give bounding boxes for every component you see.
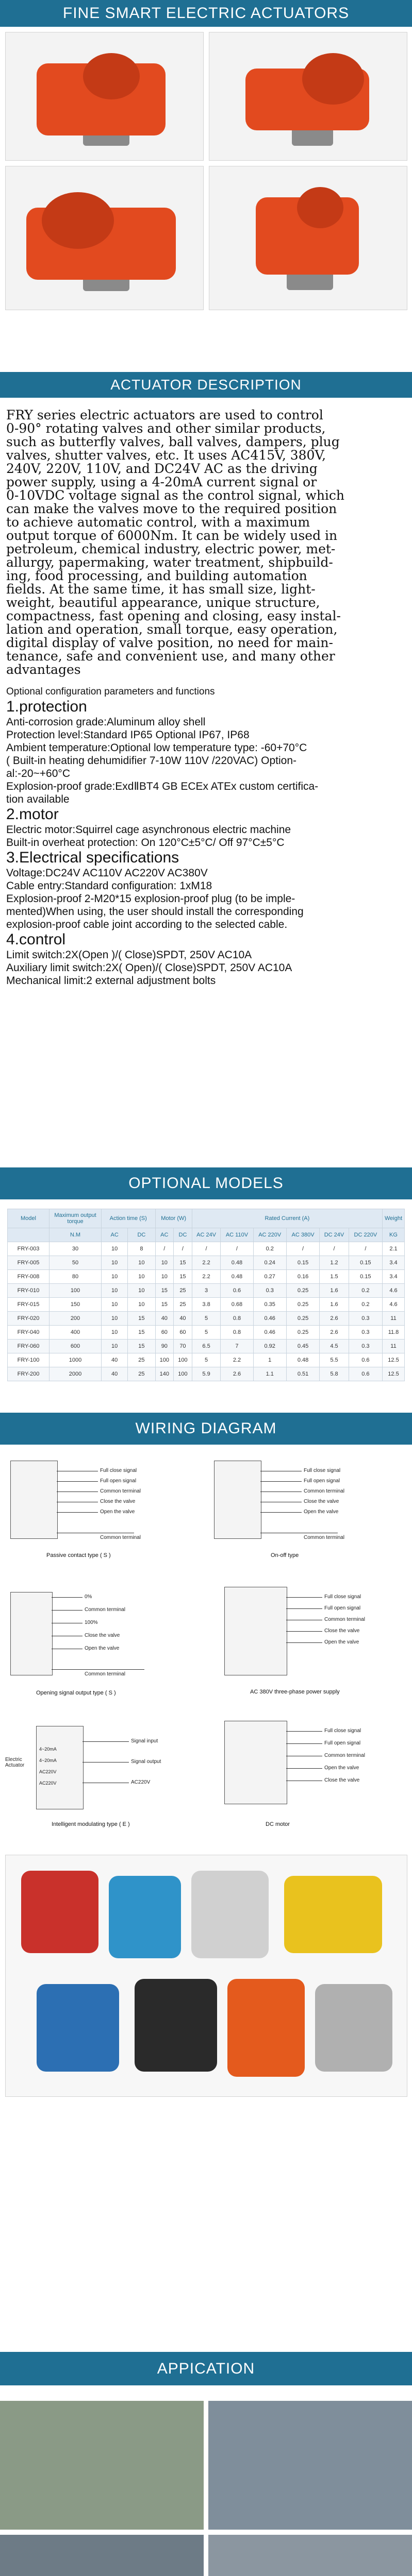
table-cell: 2.6 <box>221 1367 253 1381</box>
motor-title: 2.motor <box>6 806 59 823</box>
table-cell: 5 <box>192 1353 221 1367</box>
table-cell: 600 <box>50 1340 102 1353</box>
table-cell: / <box>349 1242 382 1256</box>
table-row <box>8 1256 405 1270</box>
col-action-time: Action time (S) <box>102 1209 156 1228</box>
table-cell: 10 <box>128 1270 155 1284</box>
table-cell: 15 <box>128 1326 155 1340</box>
col-model: Model <box>8 1209 50 1228</box>
table-cell: 10 <box>128 1298 155 1312</box>
table-cell: 0.27 <box>253 1270 286 1284</box>
product-photo-3 <box>5 166 204 310</box>
spec-line: Built-in overheat protection: On 120°C±5°C/ Off 97°C±5°C <box>6 837 285 849</box>
table-cell: 11 <box>383 1340 405 1353</box>
spec-line: Voltage:DC24V AC110V AC220V AC380V <box>6 867 208 879</box>
table-cell: 15 <box>128 1340 155 1353</box>
application-photo <box>208 2401 412 2530</box>
wiring-diagram-intelligent <box>5 1710 201 1834</box>
col-rated-current: Rated Current (A) <box>192 1209 382 1228</box>
wiring-label: 0% <box>85 1594 92 1600</box>
table-cell: 400 <box>50 1326 102 1340</box>
table-cell: 100 <box>174 1367 192 1381</box>
table-cell: FRY-040 <box>8 1326 50 1340</box>
table-cell: 40 <box>102 1367 128 1381</box>
table-cell: 1.6 <box>320 1298 349 1312</box>
table-cell: 60 <box>174 1326 192 1340</box>
table-cell: 15 <box>128 1312 155 1326</box>
table-cell: 40 <box>155 1312 174 1326</box>
wiring-label: Full close signal <box>324 1594 361 1600</box>
spec-line: Limit switch:2X(Open )/( Close)SPDT, 250V AC10A <box>6 949 252 961</box>
sub-header-cell: AC 220V <box>253 1228 286 1242</box>
table-cell: / <box>192 1242 221 1256</box>
wiring-label: Common terminal <box>324 1753 365 1758</box>
sub-header-cell <box>8 1228 50 1242</box>
description-line: weight, beautiful appearance, unique structure, <box>6 595 320 610</box>
application-photo <box>0 2401 204 2530</box>
table-cell: 80 <box>50 1270 102 1284</box>
table-cell: 2000 <box>50 1367 102 1381</box>
table-row <box>8 1326 405 1340</box>
table-cell: 0.8 <box>221 1326 253 1340</box>
table-cell: 1 <box>253 1353 286 1367</box>
description-line: can make the valves move to the required position <box>6 501 337 516</box>
description-text <box>6 409 406 676</box>
actuator-label: Electric Actuator <box>5 1757 25 1768</box>
wiring-caption: Opening signal output type ( S ) <box>36 1690 116 1696</box>
table-cell: 11 <box>383 1312 405 1326</box>
table-cell: 1.1 <box>253 1367 286 1381</box>
wiring-label: Close the valve <box>100 1499 136 1504</box>
wiring-diagram-opening <box>5 1582 201 1700</box>
table-cell: / <box>286 1242 319 1256</box>
wiring-caption: On-off type <box>271 1552 299 1558</box>
table-sub-header <box>8 1228 405 1242</box>
description-line: valves, shutter valves, etc. It uses AC415V, 380V, <box>6 448 326 463</box>
spec-line: mented)When using, the user should install the corresponding <box>6 906 304 918</box>
table-cell: 25 <box>174 1284 192 1298</box>
table-cell: 100 <box>174 1353 192 1367</box>
table-cell: 2.2 <box>221 1353 253 1367</box>
specs-intro: Optional configuration parameters and functions <box>6 686 215 697</box>
description-line: fields. At the same time, it has small size, light- <box>6 582 316 597</box>
wiring-label: Open the valve <box>324 1639 359 1645</box>
table-cell: FRY-015 <box>8 1298 50 1312</box>
table-cell: 12.5 <box>383 1367 405 1381</box>
models-heading: OPTIONAL MODELS <box>128 1175 284 1192</box>
table-cell: 0.48 <box>286 1353 319 1367</box>
spec-line: Protection level:Standard IP65 Optional IP67, IP68 <box>6 729 250 741</box>
table-cell: 5 <box>192 1312 221 1326</box>
table-cell: 0.25 <box>286 1298 319 1312</box>
table-cell: 15 <box>155 1284 174 1298</box>
table-cell: 11.8 <box>383 1326 405 1340</box>
spec-line: Cable entry:Standard configuration: 1xM18 <box>6 880 212 892</box>
sub-header-cell: DC <box>128 1228 155 1242</box>
wiring-label: Full open signal <box>324 1605 361 1611</box>
product-photo-2 <box>209 32 407 161</box>
table-cell: 10 <box>128 1284 155 1298</box>
wiring-caption: Passive contact type ( S ) <box>46 1552 111 1558</box>
table-row <box>8 1367 405 1381</box>
description-line: digital display of valve position, no need for main- <box>6 635 333 650</box>
table-cell: 1.5 <box>320 1270 349 1284</box>
table-cell: 10 <box>128 1256 155 1270</box>
description-line: output torque of 6000Nm. It can be widely used in <box>6 528 338 543</box>
table-cell: 0.46 <box>253 1312 286 1326</box>
wiring-diagram-three-phase <box>209 1577 407 1700</box>
table-cell: 0.6 <box>349 1367 382 1381</box>
table-cell: 0.8 <box>221 1312 253 1326</box>
table-cell: / <box>155 1242 174 1256</box>
table-cell: 6.5 <box>192 1340 221 1353</box>
spec-line: al:-20~+60°C <box>6 768 70 779</box>
table-cell: 0.2 <box>349 1284 382 1298</box>
wiring-label: Common terminal <box>100 1535 141 1540</box>
wiring-caption: Intelligent modulating type ( E ) <box>52 1821 130 1827</box>
table-cell: 25 <box>174 1298 192 1312</box>
table-cell: FRY-100 <box>8 1353 50 1367</box>
sub-header-cell: AC 24V <box>192 1228 221 1242</box>
application-heading: APPICATION <box>157 2360 255 2377</box>
table-cell: 10 <box>102 1270 128 1284</box>
application-photo <box>0 2535 204 2576</box>
table-cell: 3 <box>192 1284 221 1298</box>
wiring-diagram-passive <box>5 1455 201 1564</box>
table-cell: 10 <box>102 1256 128 1270</box>
description-heading: ACTUATOR DESCRIPTION <box>110 377 302 393</box>
table-cell: 0.48 <box>221 1256 253 1270</box>
wiring-label: Close the valve <box>324 1777 360 1783</box>
wiring-heading: WIRING DIAGRAM <box>135 1420 277 1437</box>
table-cell: 0.15 <box>349 1256 382 1270</box>
table-cell: 0.15 <box>286 1256 319 1270</box>
table-cell: 25 <box>128 1353 155 1367</box>
table-cell: 0.25 <box>286 1326 319 1340</box>
table-cell: 2.2 <box>192 1270 221 1284</box>
table-cell: / <box>174 1242 192 1256</box>
description-line: 240V, 220V, 110V, and DC24V AC as the driving <box>6 461 318 476</box>
wiring-label: Full open signal <box>324 1740 361 1746</box>
wiring-label: Open the valve <box>85 1646 120 1651</box>
spec-line: Explosion-proof grade:ExdⅡBT4 GB ECEx ATEx custom certifica- <box>6 781 319 792</box>
application-photo <box>208 2535 412 2576</box>
table-group-header <box>8 1209 405 1228</box>
table-cell: 0.3 <box>253 1284 286 1298</box>
table-cell: / <box>221 1242 253 1256</box>
table-cell: 10 <box>102 1242 128 1256</box>
sub-header-cell: AC <box>155 1228 174 1242</box>
protection-title: 1.protection <box>6 698 87 715</box>
table-cell: 10 <box>102 1298 128 1312</box>
table-cell: 4.5 <box>320 1340 349 1353</box>
table-cell: 3.4 <box>383 1256 405 1270</box>
wiring-label: Full close signal <box>324 1728 361 1734</box>
wiring-label: Full close signal <box>304 1468 341 1473</box>
wiring-label: Common terminal <box>100 1488 141 1494</box>
table-cell: 0.3 <box>349 1340 382 1353</box>
description-line: power supply, using a 4-20mA current signal or <box>6 474 317 489</box>
table-cell: 2.6 <box>320 1326 349 1340</box>
table-cell: 8 <box>128 1242 155 1256</box>
table-cell: 150 <box>50 1298 102 1312</box>
wiring-caption: DC motor <box>266 1821 290 1827</box>
wiring-label: Signal input <box>131 1738 158 1744</box>
table-cell: 2.1 <box>383 1242 405 1256</box>
sub-header-cell: DC <box>174 1228 192 1242</box>
specifications <box>6 685 406 987</box>
wiring-pin: 4~20mA <box>39 1747 57 1752</box>
table-cell: 0.24 <box>253 1256 286 1270</box>
description-line: 0-10VDC voltage signal as the control signal, which <box>6 488 345 503</box>
description-line: FRY series electric actuators are used to control <box>6 408 323 422</box>
table-cell: 0.2 <box>349 1298 382 1312</box>
table-cell: 0.3 <box>349 1312 382 1326</box>
electrical-title: 3.Electrical specifications <box>6 849 179 866</box>
table-cell: FRY-008 <box>8 1270 50 1284</box>
table-row <box>8 1242 405 1256</box>
table-cell: FRY-010 <box>8 1284 50 1298</box>
col-motor: Motor (W) <box>155 1209 192 1228</box>
table-row <box>8 1353 405 1367</box>
table-cell: 4.6 <box>383 1298 405 1312</box>
description-line: compactness, fast opening and closing, easy instal- <box>6 608 341 623</box>
table-cell: 100 <box>50 1284 102 1298</box>
table-cell: 0.68 <box>221 1298 253 1312</box>
wiring-label: Common terminal <box>85 1671 125 1677</box>
sub-header-cell: DC 220V <box>349 1228 382 1242</box>
table-cell: FRY-200 <box>8 1367 50 1381</box>
product-gallery <box>5 1855 407 2097</box>
wiring-label: Full open signal <box>304 1478 340 1484</box>
table-cell: 0.25 <box>286 1284 319 1298</box>
spec-line: Explosion-proof 2-M20*15 explosion-proof plug (to be imple- <box>6 893 295 905</box>
table-cell: 2.2 <box>192 1256 221 1270</box>
spec-line: Electric motor:Squirrel cage asynchronous electric machine <box>6 824 291 836</box>
table-cell: 0.15 <box>349 1270 382 1284</box>
table-cell: 15 <box>174 1256 192 1270</box>
description-line: to achieve automatic control, with a maximum <box>6 515 310 530</box>
wiring-pin: AC220V <box>39 1769 57 1774</box>
table-cell: 0.3 <box>349 1326 382 1340</box>
wiring-pin: AC220V <box>39 1781 57 1786</box>
wiring-label: Close the valve <box>85 1633 120 1638</box>
table-cell: 4.6 <box>383 1284 405 1298</box>
wiring-label: Common terminal <box>304 1488 344 1494</box>
table-cell: 0.6 <box>349 1353 382 1367</box>
table-cell: FRY-060 <box>8 1340 50 1353</box>
table-cell: 0.48 <box>221 1270 253 1284</box>
table-cell: 70 <box>174 1340 192 1353</box>
wiring-label: 100% <box>85 1620 98 1625</box>
sub-header-cell: AC 380V <box>286 1228 319 1242</box>
table-cell: 40 <box>174 1312 192 1326</box>
table-cell: 10 <box>155 1270 174 1284</box>
table-cell: 1.6 <box>320 1284 349 1298</box>
wiring-label: Full close signal <box>100 1468 137 1473</box>
description-line: ing, food processing, and building automation <box>6 568 307 583</box>
wiring-label: Common terminal <box>324 1617 365 1622</box>
table-cell: 10 <box>102 1326 128 1340</box>
description-line: 0-90° rotating valves and other similar products, <box>6 421 326 436</box>
description-line: petroleum, chemical industry, electric power, met- <box>6 541 336 556</box>
sub-header-cell: DC 24V <box>320 1228 349 1242</box>
table-cell: 5 <box>192 1326 221 1340</box>
table-cell: 15 <box>155 1298 174 1312</box>
table-cell: 12.5 <box>383 1353 405 1367</box>
wiring-diagram-dc <box>209 1710 407 1834</box>
wiring-label: Common terminal <box>85 1607 125 1613</box>
table-cell: 0.92 <box>253 1340 286 1353</box>
models-table <box>7 1209 405 1381</box>
table-cell: 25 <box>128 1367 155 1381</box>
description-line: allurgy, papermaking, water treatment, shipbuild- <box>6 555 333 570</box>
wiring-label: Full open signal <box>100 1478 137 1484</box>
table-cell: 100 <box>155 1353 174 1367</box>
table-cell: 5.9 <box>192 1367 221 1381</box>
sub-header-cell: AC <box>102 1228 128 1242</box>
table-cell: 0.35 <box>253 1298 286 1312</box>
table-row <box>8 1284 405 1298</box>
table-cell: 200 <box>50 1312 102 1326</box>
product-photo-1 <box>5 32 204 161</box>
wiring-label: Open the valve <box>304 1509 339 1515</box>
sub-header-cell: N.M <box>50 1228 102 1242</box>
table-row <box>8 1298 405 1312</box>
wiring-caption: AC 380V three-phase power supply <box>250 1689 340 1695</box>
wiring-banner <box>0 1413 412 1445</box>
table-row <box>8 1312 405 1326</box>
description-line: tenance, safe and convenient use, and many other <box>6 649 335 664</box>
table-cell: FRY-005 <box>8 1256 50 1270</box>
table-cell: 10 <box>102 1312 128 1326</box>
spec-line: tion available <box>6 793 70 805</box>
wiring-pin: 4~20mA <box>39 1758 57 1763</box>
table-row <box>8 1340 405 1353</box>
table-cell: 140 <box>155 1367 174 1381</box>
wiring-label: Signal output <box>131 1759 161 1765</box>
title-banner <box>0 0 412 27</box>
wiring-label: Open the valve <box>100 1509 135 1515</box>
wiring-diagram-onoff <box>209 1455 407 1564</box>
table-cell: 60 <box>155 1326 174 1340</box>
sub-header-cell: AC 110V <box>221 1228 253 1242</box>
table-cell: 15 <box>174 1270 192 1284</box>
description-line: advantages <box>6 662 81 677</box>
wiring-label: Open the valve <box>324 1765 359 1771</box>
spec-line: Ambient temperature:Optional low temperature type: -60+70°C <box>6 742 307 754</box>
table-cell: 2.6 <box>320 1312 349 1326</box>
table-cell: 10 <box>102 1340 128 1353</box>
spec-line: ( Built-in heating dehumidifier 7-10W 110V /220VAC) Option- <box>6 755 297 767</box>
table-cell: 5.5 <box>320 1353 349 1367</box>
wiring-label: Common terminal <box>304 1535 344 1540</box>
description-line: lation and operation, small torque, easy operation, <box>6 622 338 637</box>
table-cell: 0.6 <box>221 1284 253 1298</box>
col-torque: Maximum output torque <box>50 1209 102 1228</box>
table-cell: 3.4 <box>383 1270 405 1284</box>
description-line: such as butterfly valves, ball valves, dampers, plug <box>6 434 340 449</box>
spec-line: explosion-proof cable joint according to the selected cable. <box>6 919 288 930</box>
models-banner <box>0 1167 412 1199</box>
wiring-label: Close the valve <box>304 1499 339 1504</box>
table-cell: 90 <box>155 1340 174 1353</box>
table-cell: 0.45 <box>286 1340 319 1353</box>
sub-header-cell: KG <box>383 1228 405 1242</box>
table-cell: 40 <box>102 1353 128 1367</box>
page-title: FINE SMART ELECTRIC ACTUATORS <box>62 5 350 22</box>
wiring-label: AC220V <box>131 1780 151 1785</box>
table-cell: 10 <box>102 1284 128 1298</box>
table-cell: 7 <box>221 1340 253 1353</box>
application-banner <box>0 2352 412 2385</box>
spec-line: Auxiliary limit switch:2X( Open)/( Close)SPDT, 250V AC10A <box>6 962 292 974</box>
table-cell: 0.51 <box>286 1367 319 1381</box>
table-cell: 10 <box>155 1256 174 1270</box>
wiring-label: Close the valve <box>324 1628 360 1634</box>
product-photo-4 <box>209 166 407 310</box>
col-weight: Weight <box>383 1209 405 1228</box>
table-cell: 5.8 <box>320 1367 349 1381</box>
table-cell: 1.2 <box>320 1256 349 1270</box>
table-cell: 3.8 <box>192 1298 221 1312</box>
table-cell: 30 <box>50 1242 102 1256</box>
description-banner <box>0 372 412 398</box>
table-cell: / <box>320 1242 349 1256</box>
table-cell: 0.2 <box>253 1242 286 1256</box>
spec-line: Anti-corrosion grade:Aluminum alloy shell <box>6 716 206 728</box>
table-cell: 0.16 <box>286 1270 319 1284</box>
table-cell: FRY-020 <box>8 1312 50 1326</box>
models-table-body <box>8 1242 405 1381</box>
table-cell: FRY-003 <box>8 1242 50 1256</box>
table-cell: 0.25 <box>286 1312 319 1326</box>
control-title: 4.control <box>6 931 66 948</box>
table-row <box>8 1270 405 1284</box>
table-cell: 50 <box>50 1256 102 1270</box>
spec-line: Mechanical limit:2 external adjustment bolts <box>6 975 216 987</box>
table-cell: 0.46 <box>253 1326 286 1340</box>
table-cell: 1000 <box>50 1353 102 1367</box>
